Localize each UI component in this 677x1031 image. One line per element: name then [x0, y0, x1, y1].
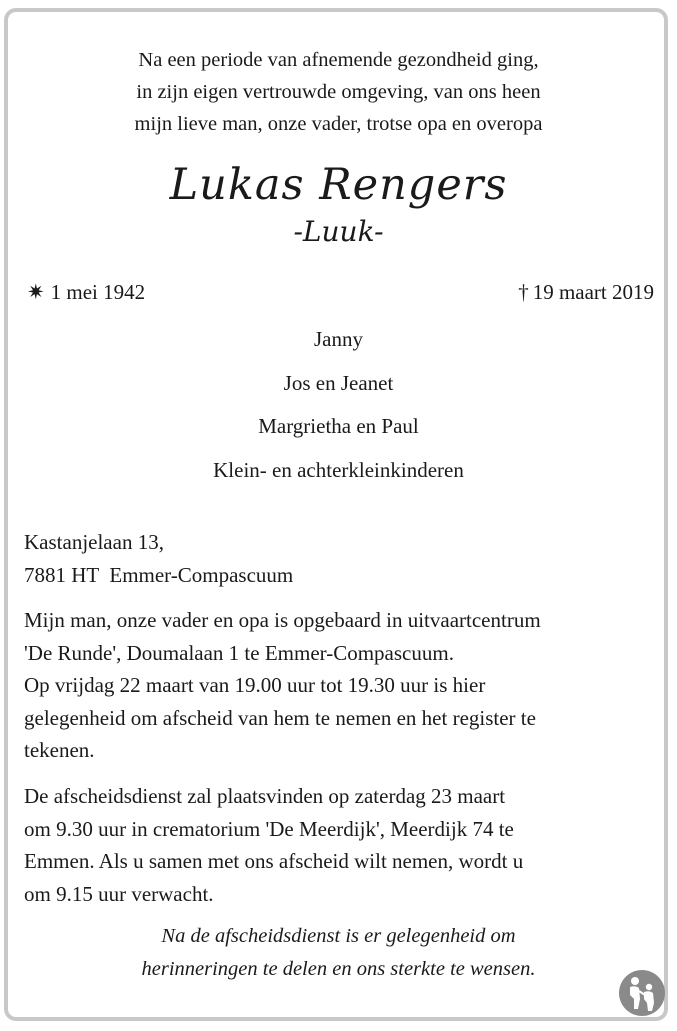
death-date	[518, 278, 654, 306]
intro-line-1: Na een periode van afnemende gezondheid ging,	[138, 49, 539, 71]
paragraph-line: gelegenheid om afscheid van hem te nemen en het register te	[24, 705, 536, 730]
deceased-name: Lukas Rengers	[169, 160, 508, 210]
closing-text	[0, 920, 677, 985]
death-date-text: 19 maart 2019	[532, 280, 654, 304]
paragraph-line: De afscheidsdienst zal plaatsvinden op zaterdag 23 maart	[24, 784, 506, 808]
service-paragraph	[24, 780, 654, 910]
paragraph-line: om 9.30 uur in crematorium 'De Meerdijk', Meerdijk 74 te	[24, 816, 514, 841]
closing-line-2: herinneringen te delen en ons sterkte te wensen.	[141, 957, 536, 980]
deceased-nickname: -Luuk-	[293, 215, 384, 248]
birth-date-text: 1 mei 1942	[50, 280, 146, 304]
address-line-2: 7881 HT Emmer-Compascuum	[24, 563, 294, 587]
paragraph-line: om 9.15 uur verwacht.	[24, 881, 214, 906]
figures-logo-icon	[618, 969, 666, 1017]
family-member: Jos en Jeanet	[283, 370, 394, 395]
paragraph-line: Mijn man, onze vader en opa is opgebaard in uitvaartcentrum	[24, 608, 541, 632]
intro-line-2: in zijn eigen vertrouwde omgeving, van ons heen	[136, 81, 541, 103]
family-member: Margrietha en Paul	[258, 414, 419, 438]
paragraph-line: 'De Runde', Doumalaan 1 te Emmer-Compascuum.	[24, 640, 454, 665]
address-line-1: Kastanjelaan 13,	[24, 530, 164, 554]
star-icon: ✷	[27, 280, 45, 304]
birth-date	[27, 278, 145, 306]
family-list	[0, 325, 677, 499]
address	[24, 526, 293, 592]
paragraph-line: Op vrijdag 22 maart van 19.00 uur tot 19.30 uur is hier	[24, 673, 486, 697]
paragraph-line: Emmen. Als u samen met ons afscheid wilt nemen, wordt u	[24, 849, 524, 873]
cross-icon: †	[518, 280, 529, 304]
family-member: Klein- en achterkleinkinderen	[213, 457, 464, 482]
intro-line-3: mijn lieve man, onze vader, trotse opa en overopa	[134, 113, 543, 135]
intro-text	[0, 44, 677, 140]
viewing-paragraph	[24, 604, 654, 767]
paragraph-line: tekenen.	[24, 738, 95, 762]
closing-line-1: Na de afscheidsdienst is er gelegenheid om	[161, 925, 516, 947]
family-member: Janny	[314, 327, 363, 351]
